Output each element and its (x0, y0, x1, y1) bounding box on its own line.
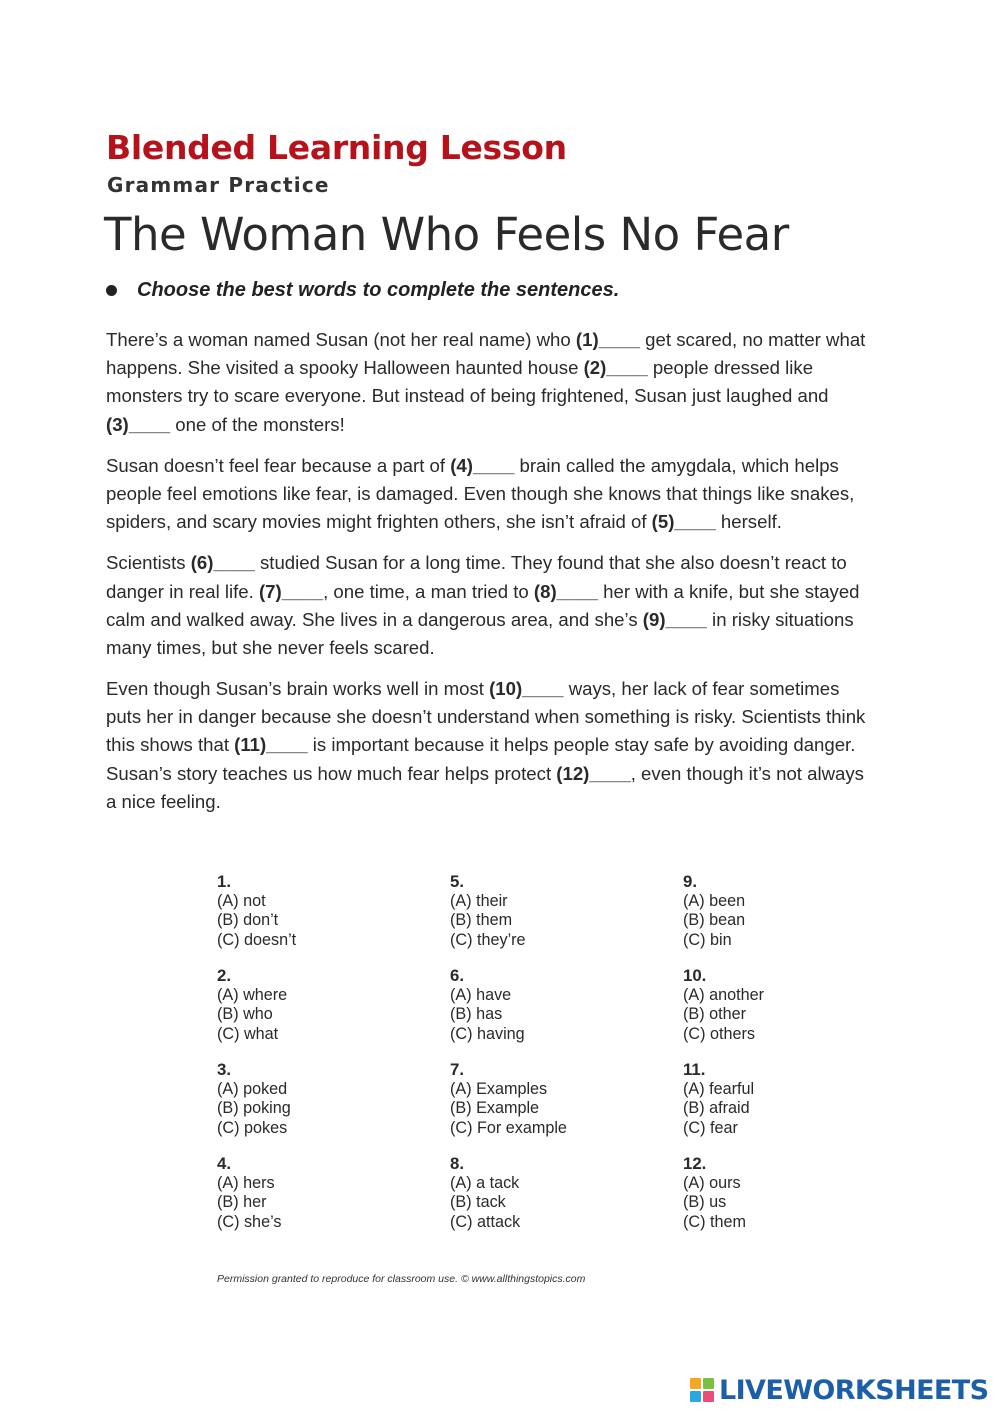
question-7 (450, 1060, 670, 1138)
answer-option[interactable]: (A) hers (217, 1173, 275, 1192)
answer-option[interactable]: (A) another (683, 985, 764, 1004)
passage-text: studied Susan for a long time. They found that she also doesn’t react to (254, 552, 847, 574)
answer-option[interactable]: (B) poking (217, 1099, 291, 1118)
answer-option[interactable]: (C) what (217, 1024, 279, 1043)
answer-option[interactable]: (C) others (683, 1024, 755, 1043)
brand-watermark (690, 1373, 988, 1407)
passage-line (106, 508, 932, 536)
question-number: 1. (217, 872, 231, 891)
passage-text: , even though it’s not always (630, 762, 864, 784)
answer-option[interactable]: (A) their (450, 891, 508, 910)
blank-marker: (1)____ (575, 329, 641, 350)
passage-line (106, 480, 932, 508)
question-3 (217, 1060, 437, 1138)
answer-option[interactable]: (A) been (683, 891, 746, 910)
passage-line (106, 760, 932, 788)
passage-text: There’s a woman named Susan (not her real name) who (106, 329, 576, 350)
blank-marker: (11)____ (234, 734, 308, 756)
answer-option[interactable]: (B) tack (450, 1193, 506, 1212)
passage-paragraph (106, 326, 932, 439)
passage-text: her with a knife, but she stayed (598, 580, 860, 602)
question-9 (683, 872, 903, 950)
answer-option[interactable]: (A) where (217, 985, 288, 1004)
question-11 (683, 1060, 903, 1138)
passage-text: herself. (715, 511, 782, 533)
instruction-text: Choose the best words to complete the sentences. (137, 279, 620, 301)
answer-choices (217, 872, 917, 1252)
passage-line (106, 731, 932, 759)
answer-option[interactable]: (B) don’t (217, 911, 279, 930)
passage-line (106, 549, 932, 577)
bullet-icon (106, 285, 117, 296)
passage-text: calm and walked away. She lives in a dangerous area, and she’s (106, 608, 643, 630)
passage-text: Susan doesn’t feel fear because a part of (106, 454, 451, 476)
passage-line (106, 675, 932, 703)
answer-option[interactable]: (C) bin (683, 930, 732, 949)
answer-option[interactable]: (A) Examples (450, 1079, 548, 1098)
answer-option[interactable]: (C) they’re (450, 930, 526, 949)
passage-text: is important because it helps people stay safe by avoiding danger. (307, 734, 856, 756)
question-6 (450, 966, 670, 1044)
blank-marker: (8)____ (533, 580, 599, 602)
answer-option[interactable]: (C) having (450, 1024, 525, 1043)
passage-line (106, 703, 932, 731)
answer-option[interactable]: (A) poked (217, 1079, 288, 1098)
passage-text: one of the monsters! (170, 413, 345, 435)
blank-marker: (12)____ (556, 762, 631, 784)
answer-option[interactable]: (B) us (683, 1193, 727, 1212)
answer-option[interactable]: (B) has (450, 1005, 503, 1024)
passage-text: spiders, and scary movies might frighten others, she isn’t afraid of (106, 511, 652, 533)
logo-square (690, 1391, 701, 1402)
question-number: 4. (217, 1154, 231, 1173)
answer-option[interactable]: (C) fear (683, 1118, 738, 1137)
passage-text: this shows that (106, 734, 235, 756)
brand-logo-icon (690, 1378, 714, 1402)
logo-square (703, 1378, 714, 1389)
answer-option[interactable]: (A) ours (683, 1173, 741, 1192)
passage-text: , one time, a man tried to (323, 580, 534, 602)
passage-line (106, 354, 932, 382)
passage-text: a nice feeling. (106, 790, 221, 812)
logo-square (690, 1378, 701, 1389)
blank-marker: (6)____ (190, 552, 255, 574)
answer-option[interactable]: (B) who (217, 1005, 273, 1024)
passage-text: Susan’s story teaches us how much fear helps protect (106, 762, 557, 784)
blank-marker: (3)____ (106, 413, 171, 435)
passage-text: ways, her lack of fear sometimes (563, 678, 840, 700)
answer-option[interactable]: (B) bean (683, 911, 746, 930)
passage-text: many times, but she never feels scared. (106, 636, 435, 658)
passage-line (106, 411, 932, 439)
copyright-footer: Permission granted to reproduce for classroom use. © www.allthingstopics.com (217, 1273, 586, 1285)
question-number: 5. (450, 872, 464, 891)
passage-line (106, 382, 932, 410)
answer-option[interactable]: (B) Example (450, 1099, 540, 1118)
blank-marker: (9)____ (642, 608, 707, 630)
passage-text: happens. She visited a spooky Halloween haunted house (106, 357, 584, 379)
passage-text: in risky situations (706, 608, 854, 630)
passage-line (106, 326, 932, 354)
answer-option[interactable]: (B) afraid (683, 1099, 750, 1118)
answer-option[interactable]: (B) other (683, 1005, 746, 1024)
answer-option[interactable]: (C) For example (450, 1118, 567, 1137)
passage-text: brain called the amygdala, which helps (514, 454, 839, 476)
passage-line (106, 578, 932, 606)
blank-marker: (2)____ (583, 357, 648, 379)
blank-marker: (10)____ (489, 678, 564, 700)
answer-option[interactable]: (B) her (217, 1193, 267, 1212)
blank-marker: (4)____ (450, 454, 515, 476)
reading-passage (106, 326, 932, 829)
question-number: 10. (683, 966, 707, 985)
answer-option[interactable]: (C) them (683, 1212, 746, 1231)
passage-line (106, 606, 932, 634)
question-5 (450, 872, 670, 950)
passage-paragraph (106, 549, 932, 662)
question-12 (683, 1154, 903, 1232)
question-number: 2. (217, 966, 231, 985)
question-1 (217, 872, 437, 950)
blank-marker: (7)____ (258, 580, 324, 602)
question-number: 8. (450, 1154, 464, 1173)
question-2 (217, 966, 437, 1044)
answer-option[interactable]: (B) them (450, 911, 513, 930)
passage-text: danger in real life. (106, 580, 259, 602)
logo-square (703, 1391, 714, 1402)
passage-line (106, 452, 932, 480)
passage-text: puts her in danger because she doesn’t understand when something is risky. Scientists think (106, 706, 866, 728)
answer-option[interactable]: (C) attack (450, 1212, 521, 1231)
blank-marker: (5)____ (651, 511, 716, 533)
answer-option[interactable]: (C) she’s (217, 1212, 282, 1231)
passage-text: people dressed like (647, 357, 814, 379)
question-number: 7. (450, 1060, 464, 1079)
question-10 (683, 966, 903, 1044)
answer-option[interactable]: (A) have (450, 985, 512, 1004)
passage-text: get scared, no matter what (640, 329, 866, 350)
answer-option[interactable]: (A) a tack (450, 1173, 520, 1192)
passage-paragraph (106, 452, 932, 537)
passage-text: Even though Susan’s brain works well in most (106, 678, 490, 700)
passage-text: monsters try to scare everyone. But instead of being frightened, Susan just laughed and (106, 385, 829, 407)
lesson-title: The Woman Who Feels No Fear (104, 208, 789, 261)
answer-option[interactable]: (A) not (217, 891, 266, 910)
question-number: 6. (450, 966, 464, 985)
question-4 (217, 1154, 437, 1232)
answer-option[interactable]: (C) pokes (217, 1118, 288, 1137)
question-number: 11. (683, 1060, 706, 1079)
question-number: 3. (217, 1060, 231, 1079)
brand-name: LIVEWORKSHEETS (719, 1374, 989, 1406)
series-subtitle: Grammar Practice (107, 173, 330, 197)
passage-line (106, 634, 932, 662)
passage-text: people feel emotions like fear, is damaged. Even though she knows that things like snakes, (106, 482, 855, 504)
question-8 (450, 1154, 670, 1232)
answer-option[interactable]: (C) doesn’t (217, 930, 297, 949)
series-title: Blended Learning Lesson (106, 128, 567, 167)
question-number: 12. (683, 1154, 707, 1173)
passage-text: Scientists (106, 552, 191, 574)
question-number: 9. (683, 872, 697, 891)
answer-option[interactable]: (A) fearful (683, 1079, 755, 1098)
passage-line (106, 788, 932, 816)
passage-paragraph (106, 675, 932, 816)
instruction (106, 279, 619, 302)
